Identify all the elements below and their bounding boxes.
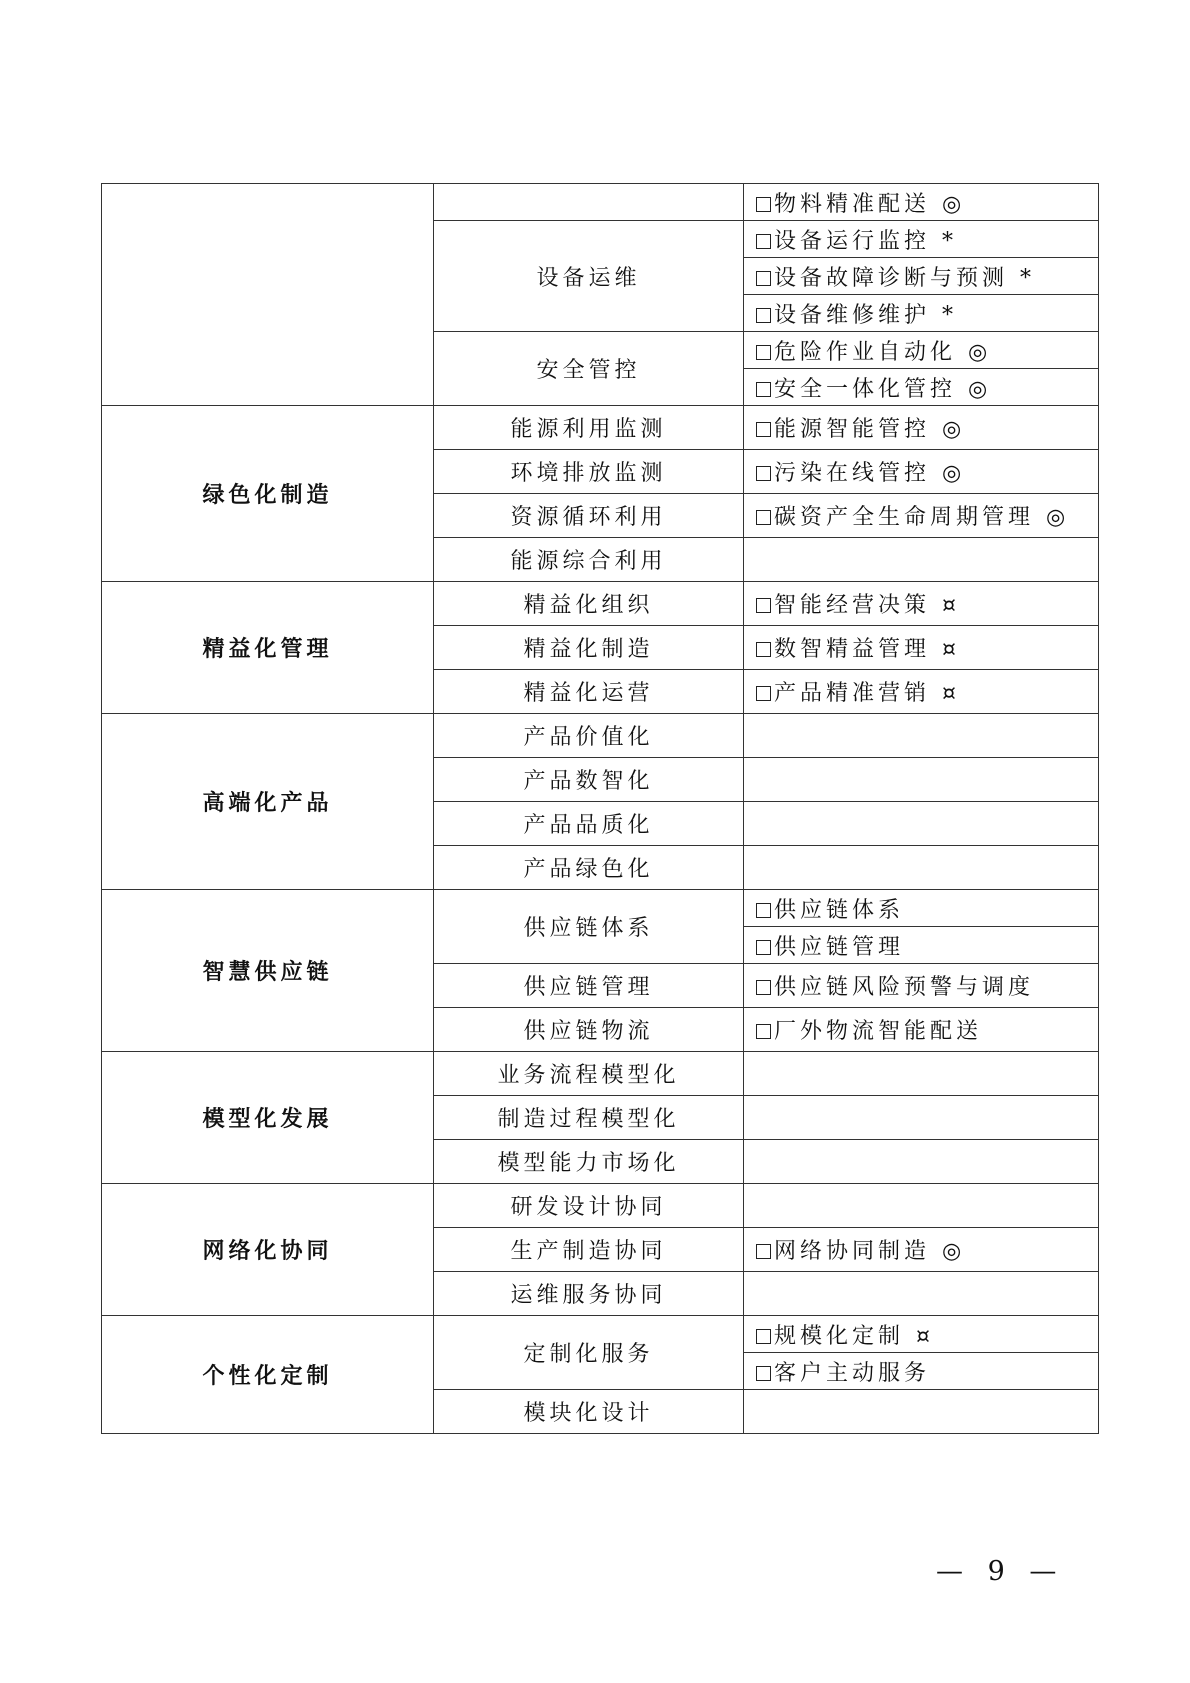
item-label: 能源智能管控 [774, 417, 931, 442]
item-label: 物料精准配送 [774, 191, 931, 217]
subcategory-cell: 精益化组织 [434, 582, 744, 626]
subcategory-cell: 安全管控 [434, 332, 744, 406]
item-cell [744, 802, 1099, 846]
level-mark: ◎ [968, 339, 992, 365]
level-mark: ¤ [916, 1323, 935, 1349]
subcategory-cell: 定制化服务 [434, 1316, 744, 1390]
item-cell [744, 406, 1099, 450]
subcategory-cell: 业务流程模型化 [434, 1052, 744, 1096]
category-cell: 模型化发展 [102, 1052, 434, 1184]
subcategory-cell: 精益化运营 [434, 670, 744, 714]
item-label: 安全一体化管控 [774, 376, 957, 402]
checkbox[interactable] [756, 308, 771, 323]
category-cell: 精益化管理 [102, 582, 434, 714]
item-cell [744, 258, 1099, 295]
item-label: 设备运行监控 [774, 228, 931, 254]
item-cell [744, 1140, 1099, 1184]
item-cell [744, 927, 1099, 964]
item-cell [744, 582, 1099, 626]
level-mark: ◎ [1046, 505, 1070, 530]
category-cell: 网络化协同 [102, 1184, 434, 1316]
item-cell [744, 295, 1099, 332]
item-cell [744, 1390, 1099, 1434]
page-number: — 9 — [936, 1556, 1065, 1587]
table-row [102, 184, 1099, 221]
item-cell [744, 369, 1099, 406]
capability-table [101, 183, 1099, 1434]
subcategory-cell: 运维服务协同 [434, 1272, 744, 1316]
category-cell: 高端化产品 [102, 714, 434, 890]
item-label: 碳资产全生命周期管理 [774, 505, 1035, 530]
category-cell: 个性化定制 [102, 1316, 434, 1434]
checkbox[interactable] [756, 598, 771, 613]
subcategory-cell: 供应链管理 [434, 964, 744, 1008]
item-cell [744, 1096, 1099, 1140]
item-cell [744, 221, 1099, 258]
item-cell [744, 1184, 1099, 1228]
subcategory-cell [434, 184, 744, 221]
table-row [102, 1184, 1099, 1228]
item-cell [744, 1052, 1099, 1096]
item-label: 设备故障诊断与预测 [774, 265, 1009, 291]
level-mark: ¤ [942, 681, 961, 706]
item-label: 污染在线管控 [774, 461, 931, 486]
subcategory-cell: 精益化制造 [434, 626, 744, 670]
level-mark: ¤ [942, 637, 961, 662]
subcategory-cell: 供应链体系 [434, 890, 744, 964]
category-cell: 智慧供应链 [102, 890, 434, 1052]
checkbox[interactable] [756, 1366, 771, 1381]
subcategory-cell: 供应链物流 [434, 1008, 744, 1052]
item-cell [744, 1228, 1099, 1272]
subcategory-cell: 模块化设计 [434, 1390, 744, 1434]
checkbox[interactable] [756, 903, 771, 918]
item-label: 产品精准营销 [774, 681, 931, 706]
table-row [102, 714, 1099, 758]
item-label: 供应链管理 [774, 934, 905, 960]
checkbox[interactable] [756, 197, 771, 212]
subcategory-cell: 产品绿色化 [434, 846, 744, 890]
subcategory-cell: 能源综合利用 [434, 538, 744, 582]
subcategory-cell: 环境排放监测 [434, 450, 744, 494]
category-cell: 绿色化制造 [102, 406, 434, 582]
level-mark: * [942, 302, 958, 328]
subcategory-cell: 生产制造协同 [434, 1228, 744, 1272]
checkbox[interactable] [756, 422, 771, 437]
category-cell [102, 184, 434, 406]
item-label: 供应链风险预警与调度 [774, 975, 1035, 1000]
subcategory-cell: 产品品质化 [434, 802, 744, 846]
item-label: 危险作业自动化 [774, 339, 957, 365]
table-row [102, 406, 1099, 450]
item-cell [744, 846, 1099, 890]
checkbox[interactable] [756, 940, 771, 955]
item-cell [744, 1316, 1099, 1353]
item-cell [744, 964, 1099, 1008]
checkbox[interactable] [756, 642, 771, 657]
item-cell [744, 714, 1099, 758]
table-row [102, 1316, 1099, 1353]
checkbox[interactable] [756, 1024, 771, 1039]
item-cell [744, 332, 1099, 369]
item-label: 智能经营决策 [774, 593, 931, 618]
item-label: 设备维修维护 [774, 302, 931, 328]
item-label: 厂外物流智能配送 [774, 1019, 983, 1044]
checkbox[interactable] [756, 466, 771, 481]
level-mark: ◎ [968, 376, 992, 402]
checkbox[interactable] [756, 271, 771, 286]
level-mark: ◎ [942, 191, 966, 217]
item-label: 规模化定制 [774, 1323, 905, 1349]
level-mark: ◎ [942, 461, 966, 486]
checkbox[interactable] [756, 345, 771, 360]
subcategory-cell: 产品价值化 [434, 714, 744, 758]
table-row [102, 890, 1099, 927]
item-cell [744, 1353, 1099, 1390]
item-label: 客户主动服务 [774, 1360, 931, 1386]
checkbox[interactable] [756, 1329, 771, 1344]
item-cell [744, 1008, 1099, 1052]
checkbox[interactable] [756, 382, 771, 397]
subcategory-cell: 能源利用监测 [434, 406, 744, 450]
table-row [102, 1052, 1099, 1096]
item-cell [744, 1272, 1099, 1316]
item-cell [744, 450, 1099, 494]
checkbox[interactable] [756, 980, 771, 995]
subcategory-cell: 产品数智化 [434, 758, 744, 802]
level-mark: ¤ [942, 593, 961, 618]
subcategory-cell: 模型能力市场化 [434, 1140, 744, 1184]
level-mark: * [942, 228, 958, 254]
subcategory-cell: 设备运维 [434, 221, 744, 332]
subcategory-cell: 制造过程模型化 [434, 1096, 744, 1140]
table-body [102, 184, 1099, 1434]
table-row [102, 582, 1099, 626]
item-cell [744, 890, 1099, 927]
item-label: 供应链体系 [774, 897, 905, 923]
item-cell [744, 758, 1099, 802]
subcategory-cell: 资源循环利用 [434, 494, 744, 538]
level-mark: * [1020, 265, 1036, 291]
checkbox[interactable] [756, 510, 771, 525]
checkbox[interactable] [756, 234, 771, 249]
item-cell [744, 538, 1099, 582]
subcategory-cell: 研发设计协同 [434, 1184, 744, 1228]
checkbox[interactable] [756, 1244, 771, 1259]
item-cell [744, 494, 1099, 538]
checkbox[interactable] [756, 686, 771, 701]
item-cell [744, 184, 1099, 221]
item-cell [744, 626, 1099, 670]
item-label: 网络协同制造 [774, 1239, 931, 1264]
level-mark: ◎ [942, 1239, 966, 1264]
item-label: 数智精益管理 [774, 637, 931, 662]
level-mark: ◎ [942, 417, 966, 442]
item-cell [744, 670, 1099, 714]
